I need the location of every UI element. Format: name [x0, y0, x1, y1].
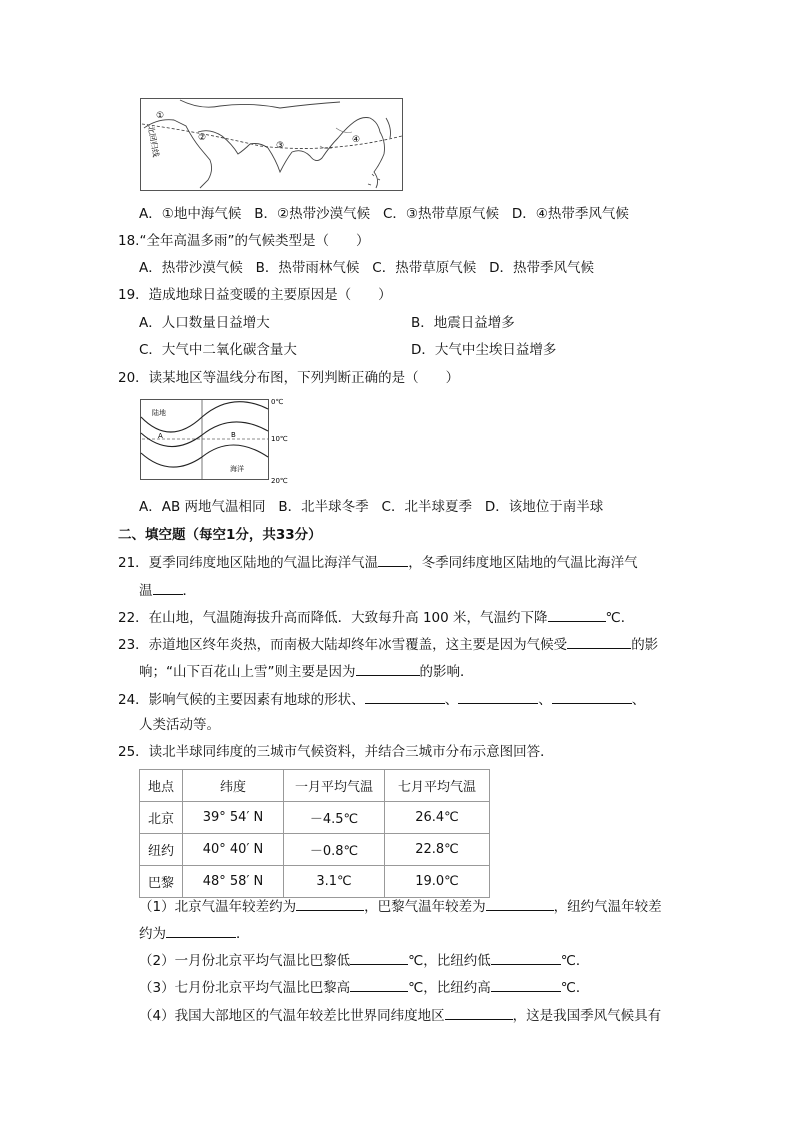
marker-3: ③ [276, 141, 285, 151]
table-cell: 19.0℃ [385, 866, 490, 898]
q17-option-d[interactable]: D．④热带季风气候 [511, 206, 629, 222]
q25-sub4 [139, 1006, 661, 1025]
q21-line2 [139, 581, 196, 600]
point-b-label: B [231, 431, 236, 439]
table-header-row [140, 770, 490, 802]
land-label: 陆地 [152, 409, 166, 417]
q18-option-d[interactable]: D．热带季风气候 [489, 260, 594, 276]
q23-text-d: 的影响． [419, 664, 474, 680]
q21-blank-2[interactable] [153, 581, 183, 595]
marker-4: ④ [352, 135, 361, 145]
section2-title: 二、填空题（每空1分，共33分） [118, 527, 322, 543]
table-cell: 40° 40′ N [183, 834, 284, 866]
q25-sub3-blank-1[interactable] [350, 978, 408, 992]
q25-sub1-text-b: ，巴黎气温年较差为 [364, 899, 486, 915]
q19-option-d[interactable]: D．大气中尘埃日益增多 [411, 342, 557, 358]
q17-options [139, 205, 629, 223]
table-cell: 22.8℃ [385, 834, 490, 866]
world-map-figure [140, 98, 403, 191]
q25-sub1-blank-3[interactable] [166, 924, 236, 938]
q25-sub2-text-a: （2）一月份北京平均气温比巴黎低 [139, 953, 351, 969]
q25-sub3-text-a: （3）七月份北京平均气温比巴黎高 [139, 980, 351, 996]
q20-option-a[interactable]: A．AB 两地气温相同 [139, 499, 266, 515]
q25-sub3 [139, 978, 589, 997]
table-header-cell: 七月平均气温 [385, 770, 490, 802]
q17-option-a[interactable]: A．①地中海气候 [139, 206, 242, 222]
table-cell: 纽约 [140, 834, 183, 866]
isotherm-figure [140, 395, 300, 485]
q24-blank-1[interactable] [365, 690, 445, 704]
climate-data-table [139, 769, 490, 898]
point-a-label: A [158, 432, 163, 440]
marker-1: ① [156, 111, 165, 121]
q24-line1 [118, 690, 645, 709]
isotherm-label-0: 0℃ [271, 398, 284, 406]
q22-line [118, 608, 634, 627]
q23-blank-2[interactable] [356, 662, 420, 676]
table-cell: 北京 [140, 802, 183, 834]
table-cell: 48° 58′ N [183, 866, 284, 898]
q18-option-c[interactable]: C．热带草原气候 [372, 260, 477, 276]
q23-text-a: 23．赤道地区终年炎热，而南极大陆却终年冰雪覆盖，这主要是因为气候受 [118, 637, 568, 653]
q25-sub1-blank-2[interactable] [486, 897, 554, 911]
q23-line1 [118, 635, 658, 654]
isotherm-label-20: 20℃ [271, 477, 288, 485]
q20-option-d[interactable]: D．该地位于南半球 [484, 499, 604, 515]
table-row [140, 866, 490, 898]
q19-stem: 19．造成地球日益变暖的主要原因是（ ） [118, 287, 392, 303]
table-cell: 39° 54′ N [183, 802, 284, 834]
table-cell: 3.1℃ [284, 866, 385, 898]
q25-sub4-text-a: （4）我国大部地区的气温年较差比世界同纬度地区 [139, 1008, 445, 1024]
q25-sub1-text-d: 约为 [139, 926, 166, 942]
q25-sub4-blank-1[interactable] [445, 1006, 513, 1020]
q20-option-b[interactable]: B．北半球冬季 [278, 499, 369, 515]
table-cell: 26.4℃ [385, 802, 490, 834]
q24-sep-3: 、 [631, 692, 646, 708]
table-row [140, 802, 490, 834]
q17-option-c[interactable]: C．③热带草原气候 [382, 206, 499, 222]
q24-blank-2[interactable] [458, 690, 538, 704]
table-cell: 巴黎 [140, 866, 183, 898]
q23-line2 [139, 662, 474, 681]
q25-sub3-text-b: ℃，比纽约高 [408, 980, 491, 996]
q22-blank[interactable] [548, 608, 606, 622]
q25-sub1-line1 [139, 897, 662, 916]
table-row [140, 834, 490, 866]
q25-sub1-blank-1[interactable] [296, 897, 364, 911]
q25-stem: 25．读北半球同纬度的三城市气候资料，并结合三城市分布示意图回答． [118, 744, 554, 760]
marker-2: ② [198, 133, 207, 143]
q19-option-b[interactable]: B．地震日益增多 [411, 315, 515, 331]
q18-option-a[interactable]: A．热带沙漠气候 [139, 260, 243, 276]
table-header-cell: 纬度 [183, 770, 284, 802]
q21-text-c: 温 [139, 583, 153, 599]
table-cell: －4.5℃ [284, 802, 385, 834]
q20-options [139, 498, 603, 516]
isotherm-label-10: 10℃ [271, 435, 288, 443]
q21-text-b: ，冬季同纬度地区陆地的气温比海洋气 [408, 555, 638, 571]
q23-text-b: 的影 [631, 637, 659, 653]
q24-sep-2: 、 [538, 692, 552, 708]
q23-blank-1[interactable] [567, 635, 631, 649]
q25-sub1-line2 [139, 924, 250, 943]
table-header-cell: 地点 [140, 770, 183, 802]
q25-sub2 [139, 951, 589, 970]
q24-sep-1: 、 [444, 692, 459, 708]
q18-option-b[interactable]: B．热带雨林气候 [255, 260, 360, 276]
table-header-cell: 一月平均气温 [284, 770, 385, 802]
q24-line2: 人类活动等。 [139, 717, 220, 733]
q19-option-a[interactable]: A．人口数量日益增大 [139, 315, 270, 331]
q22-text-b: ℃． [605, 610, 635, 626]
ocean-label: 海洋 [230, 465, 244, 473]
q24-text-a: 24．影响气候的主要因素有地球的形状、 [118, 692, 365, 708]
q24-blank-3[interactable] [552, 690, 632, 704]
q25-sub1-text-e: ． [236, 926, 250, 942]
q25-sub2-blank-1[interactable] [350, 951, 408, 965]
q18-stem: 18.“全年高温多雨”的气候类型是（ ） [118, 233, 370, 249]
q25-sub3-text-c: ℃． [560, 980, 590, 996]
q21-line1 [118, 553, 638, 572]
q19-option-c[interactable]: C．大气中二氧化碳含量大 [139, 342, 297, 358]
tropic-label: 北回归线 [146, 124, 161, 158]
q25-sub4-text-b: ，这是我国季风气候具有 [512, 1008, 662, 1024]
q25-sub2-blank-2[interactable] [491, 951, 561, 965]
q21-blank-1[interactable] [378, 553, 408, 567]
q25-sub3-blank-2[interactable] [491, 978, 561, 992]
q20-option-c[interactable]: C．北半球夏季 [381, 499, 472, 515]
q25-sub1-text-a: （1）北京气温年较差约为 [139, 899, 297, 915]
q22-text-a: 22．在山地，气温随海拔升高而降低．大致每升高 100 米，气温约下降 [118, 610, 548, 626]
q17-option-b[interactable]: B．②热带沙漠气候 [254, 206, 371, 222]
q18-options [139, 259, 594, 277]
q23-text-c: 响；“山下百花山上雪”则主要是因为 [139, 664, 356, 680]
table-cell: －0.8℃ [284, 834, 385, 866]
q21-text-a: 21．夏季同纬度地区陆地的气温比海洋气温 [118, 555, 379, 571]
q21-text-d: ． [182, 583, 196, 599]
q20-stem: 20．读某地区等温线分布图，下列判断正确的是（ ） [118, 370, 460, 386]
q25-sub2-text-c: ℃． [560, 953, 590, 969]
q25-sub1-text-c: ，纽约气温年较差 [553, 899, 662, 915]
q25-sub2-text-b: ℃，比纽约低 [408, 953, 491, 969]
